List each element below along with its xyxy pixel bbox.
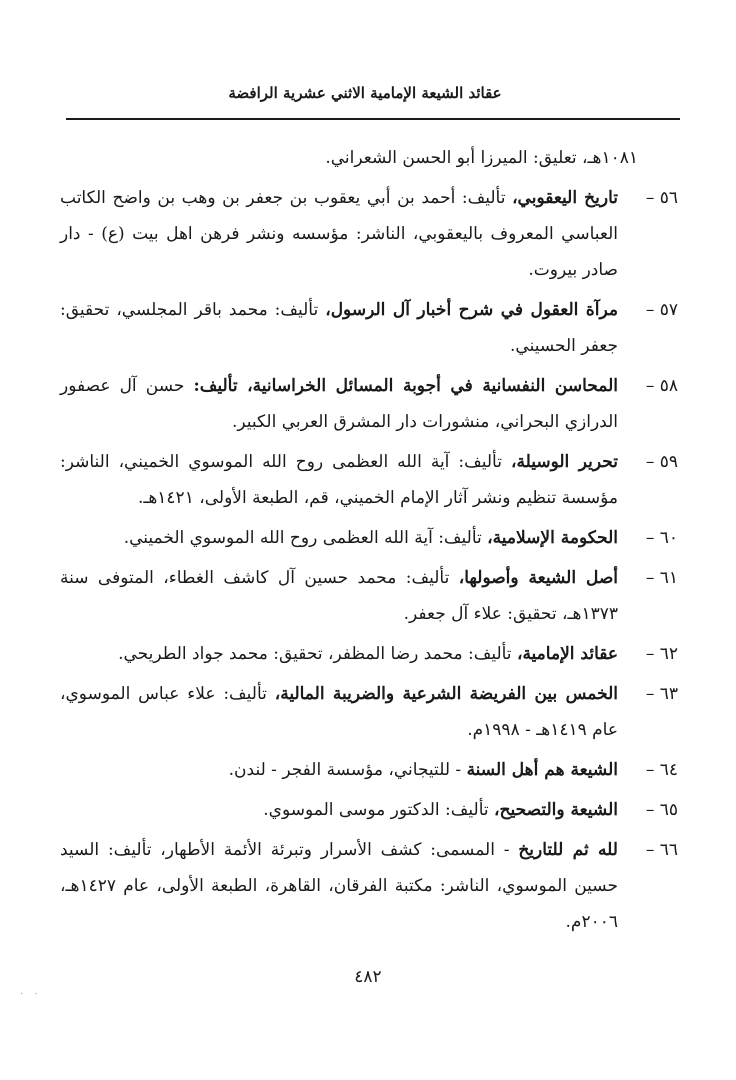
continuation-line	[60, 140, 678, 176]
page-number: ٤٨٢	[354, 967, 382, 987]
entry-number: ٥٩	[659, 452, 678, 472]
entry-number: ٥٨	[659, 376, 678, 396]
entry-title: الحكومة الإسلامية،	[487, 528, 618, 548]
bibliography-entry-60: ٦٠ – الحكومة الإسلامية، تأليف: آية الله العظمى روح الله الموسوي الخميني.	[123, 528, 678, 548]
continuation-text: ١٠٨١هـ، تعليق: الميرزا أبو الحسن الشعراني.	[325, 148, 638, 168]
bibliography-entry-56: ٥٦ – تاريخ اليعقوبي، تأليف: أحمد بن أبي يعقوب بن جعفر بن وهب بن واضح الكاتب العباسي المعروف باليعقوبي، الناشر: مؤسسه ونشر فرهن اهل بيت (ع) - دار صادر بيروت.	[60, 188, 678, 280]
entry-details: تأليف: محمد حسين آل كاشف الغطاء، المتوفى سنة ١٣٧٣هـ، تحقيق: علاء آل جعفر.	[60, 568, 618, 624]
entry-details: - المسمى: كشف الأسرار وتبرئة الأئمة الأطهار، تأليف: السيد حسين الموسوي، الناشر: مكتبة الفرقان، القاهرة، الطبعة الأولى، عام ١٤٢٧هـ، ٢٠٠٦م.	[60, 840, 618, 932]
entry-details: تأليف: علاء عباس الموسوي، عام ١٤١٩هـ - ١٩٩٨م.	[60, 684, 618, 740]
entry-number: ٦٥	[659, 800, 678, 820]
entry-title: عقائد الإمامية،	[516, 644, 618, 664]
bibliography-entry-62: ٦٢ – عقائد الإمامية، تأليف: محمد رضا المظفر، تحقيق: محمد جواد الطريحي.	[118, 644, 678, 664]
header-rule	[66, 118, 680, 120]
bibliography-entry-61: ٦١ – أصل الشيعة وأصولها، تأليف: محمد حسين آل كاشف الغطاء، المتوفى سنة ١٣٧٣هـ، تحقيق: علاء آل جعفر.	[60, 568, 678, 624]
entry-number: ٦١	[659, 568, 678, 588]
bibliography-entry-59: ٥٩ – تحرير الوسيلة، تأليف: آية الله العظمى روح الله الموسوي الخميني، الناشر: مؤسسة تنظيم ونشر آثار الإمام الخميني، قم، الطبعة الأولى، ١٤٢١هـ.	[60, 452, 678, 508]
entry-title: الخمس بين الفريضة الشرعية والضريبة المالية،	[274, 684, 618, 704]
bibliography-entry-58: ٥٨ – المحاسن النفسانية في أجوبة المسائل الخراسانية، تأليف: حسن آل عصفور الدرازي البحراني، منشورات دار المشرق العربي الكبير.	[60, 376, 678, 432]
entry-details: تأليف: آية الله العظمى روح الله الموسوي الخميني.	[123, 528, 488, 548]
bibliography-entry-57: ٥٧ – مرآة العقول في شرح أخبار آل الرسول، تأليف: محمد باقر المجلسي، تحقيق: جعفر الحسيني.	[60, 300, 678, 356]
entry-number: ٦٠	[659, 528, 678, 548]
bibliography-entry-66: ٦٦ – لله ثم للتاريخ - المسمى: كشف الأسرار وتبرئة الأئمة الأطهار، تأليف: السيد حسين الموسوي، الناشر: مكتبة الفرقان، القاهرة، الطبعة الأولى، عام ١٤٢٧هـ، ٢٠٠٦م.	[60, 840, 678, 932]
entry-title: تحرير الوسيلة،	[510, 452, 618, 472]
bibliography-entry-63: ٦٣ – الخمس بين الفريضة الشرعية والضريبة المالية، تأليف: علاء عباس الموسوي، عام ١٤١٩هـ - ١٩٩٨م.	[60, 684, 678, 740]
entry-details: تأليف: آية الله العظمى روح الله الموسوي الخميني، الناشر: مؤسسة تنظيم ونشر آثار الإمام الخميني، قم، الطبعة الأولى، ١٤٢١هـ.	[60, 452, 618, 508]
bibliography-entry-65: ٦٥ – الشيعة والتصحيح، تأليف: الدكتور موسى الموسوي.	[263, 800, 678, 820]
margin-mark: . .	[20, 986, 42, 997]
entry-details: تأليف: محمد باقر المجلسي، تحقيق: جعفر الحسيني.	[60, 300, 618, 356]
entry-details: - للتيجاني، مؤسسة الفجر - لندن.	[228, 760, 467, 780]
entry-title: أصل الشيعة وأصولها،	[458, 568, 618, 588]
entry-number: ٥٦	[659, 188, 678, 208]
entry-details: حسن آل عصفور الدرازي البحراني، منشورات دار المشرق العربي الكبير.	[60, 376, 618, 432]
entry-details: تأليف: أحمد بن أبي يعقوب بن جعفر بن وهب بن واضح الكاتب العباسي المعروف باليعقوبي، الناشر: مؤسسه ونشر فرهن اهل بيت (ع) - دار صادر بيروت.	[60, 188, 618, 280]
entry-details: تأليف: محمد رضا المظفر، تحقيق: محمد جواد الطريحي.	[118, 644, 517, 664]
entry-title: مرآة العقول في شرح أخبار آل الرسول،	[325, 300, 618, 320]
entry-number: ٦٤	[659, 760, 678, 780]
entry-details: تأليف: الدكتور موسى الموسوي.	[263, 800, 495, 820]
running-header: عقائد الشيعة الإمامية الاثني عشرية الرافضة	[228, 84, 502, 102]
bibliography-entry-64: ٦٤ – الشيعة هم أهل السنة - للتيجاني، مؤسسة الفجر - لندن.	[228, 760, 678, 780]
entry-number: ٦٦	[659, 840, 678, 860]
entry-number: ٦٣	[659, 684, 678, 704]
bibliography-list	[60, 140, 678, 944]
entry-title: المحاسن النفسانية في أجوبة المسائل الخراسانية، تأليف:	[193, 376, 618, 396]
entry-number: ٥٧	[659, 300, 678, 320]
entry-title: تاريخ اليعقوبي،	[512, 188, 618, 208]
entry-title: لله ثم للتاريخ	[518, 840, 618, 860]
entry-title: الشيعة والتصحيح،	[494, 800, 618, 820]
entry-title: الشيعة هم أهل السنة	[466, 760, 618, 780]
entry-number: ٦٢	[659, 644, 678, 664]
